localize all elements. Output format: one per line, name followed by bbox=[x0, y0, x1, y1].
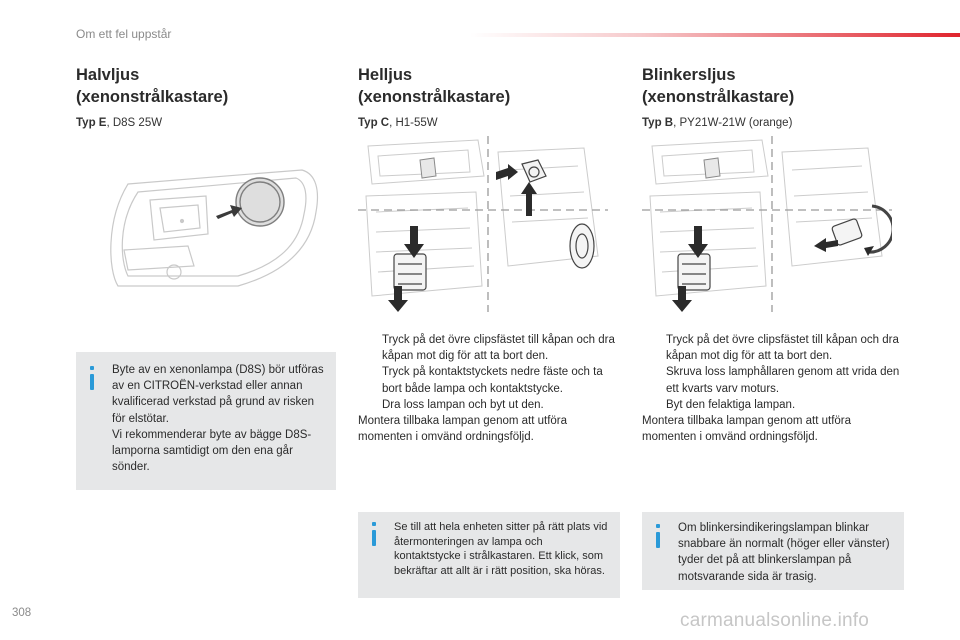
column-low-beam bbox=[76, 64, 336, 129]
page-number: 308 bbox=[12, 607, 32, 619]
info-paragraph: Om blinkersindikeringslampan blinkar snabbare än normalt (höger eller vänster) tyder det på att blinkerslampan på motsvarande sida är trasig. bbox=[678, 522, 890, 583]
high-beam-illustration bbox=[358, 136, 608, 312]
bulb-type-code: Typ B bbox=[642, 117, 674, 129]
list-item bbox=[358, 397, 620, 413]
headlamp-illustration bbox=[88, 150, 328, 300]
indicator-note-box bbox=[642, 512, 904, 590]
list-item bbox=[358, 332, 620, 364]
column-indicator bbox=[642, 64, 904, 129]
bulb-type-code: Typ C bbox=[358, 117, 390, 129]
step-text: Byt den felaktiga lampan. bbox=[666, 398, 796, 411]
indicator-illustration bbox=[642, 136, 892, 312]
info-paragraph: Se till att hela enheten sitter på rätt plats vid återmonteringen av lampa och kontaktstycke i strålkastaren. Ett klick, som bekräftar att allt är i rätt position, ska höras. bbox=[394, 521, 608, 577]
column-heading bbox=[76, 64, 336, 108]
heading-line: (xenonstrålkastare) bbox=[358, 88, 511, 106]
info-paragraph: Vi rekommenderar byte av bägge D8S-lamporna samtidigt om den ena går sönder. bbox=[112, 428, 312, 474]
step-text: Tryck på kontaktstyckets nedre fäste och ta bort både lampa och kontaktstycke. bbox=[382, 366, 603, 395]
step-text: Dra loss lampan och byt ut den. bbox=[382, 398, 544, 411]
high-beam-steps bbox=[358, 332, 620, 445]
header-accent-line bbox=[470, 33, 960, 37]
bulb-type-value: , H1-55W bbox=[389, 117, 438, 129]
column-heading bbox=[358, 64, 620, 108]
heading-line: (xenonstrålkastare) bbox=[76, 88, 229, 106]
step-text: Skruva loss lamphållaren genom att vrida den ett kvarts varv moturs. bbox=[666, 366, 900, 395]
bulb-type bbox=[76, 117, 336, 129]
step-text: Tryck på det övre clipsfästet till kåpan och dra kåpan mot dig för att ta bort den. bbox=[666, 334, 899, 363]
info-icon bbox=[90, 366, 94, 370]
xenon-warning-box bbox=[76, 352, 336, 490]
indicator-steps bbox=[642, 332, 904, 445]
heading-line: Halvljus bbox=[76, 66, 140, 84]
list-item bbox=[358, 364, 620, 396]
info-icon-bar bbox=[372, 530, 376, 546]
list-item bbox=[642, 364, 904, 396]
column-heading bbox=[642, 64, 904, 108]
info-icon-bar bbox=[90, 374, 94, 390]
info-icon-bar bbox=[656, 532, 660, 548]
bulb-type-value: , D8S 25W bbox=[106, 117, 163, 129]
heading-line: Blinkersljus bbox=[642, 66, 736, 84]
heading-line: (xenonstrålkastare) bbox=[642, 88, 795, 106]
list-item bbox=[642, 332, 904, 364]
bulb-type-code: Typ E bbox=[76, 117, 107, 129]
bulb-type bbox=[642, 117, 904, 129]
info-icon bbox=[656, 524, 660, 528]
bulb-type-value: , PY21W-21W (orange) bbox=[673, 117, 793, 129]
info-icon bbox=[372, 522, 376, 526]
watermark: carmanualsonline.info bbox=[680, 610, 870, 631]
info-paragraph: Byte av en xenonlampa (D8S) bör utföras av en CITROËN-verkstad eller annan kvalificerad verkstad på grund av risken för elstötar. bbox=[112, 364, 324, 425]
reassembly-note: Montera tillbaka lampan genom att utföra momenten i omvänd ordningsföljd. bbox=[642, 415, 852, 444]
heading-line: Helljus bbox=[358, 66, 413, 84]
list-item bbox=[642, 397, 904, 413]
reassembly-note: Montera tillbaka lampan genom att utföra momenten i omvänd ordningsföljd. bbox=[358, 415, 568, 444]
column-high-beam bbox=[358, 64, 620, 129]
section-header: Om ett fel uppstår bbox=[76, 27, 172, 41]
step-text: Tryck på det övre clipsfästet till kåpan och dra kåpan mot dig för att ta bort den. bbox=[382, 334, 615, 363]
info-text bbox=[112, 362, 326, 475]
bulb-type bbox=[358, 117, 620, 129]
assembly-note-box bbox=[358, 512, 620, 598]
